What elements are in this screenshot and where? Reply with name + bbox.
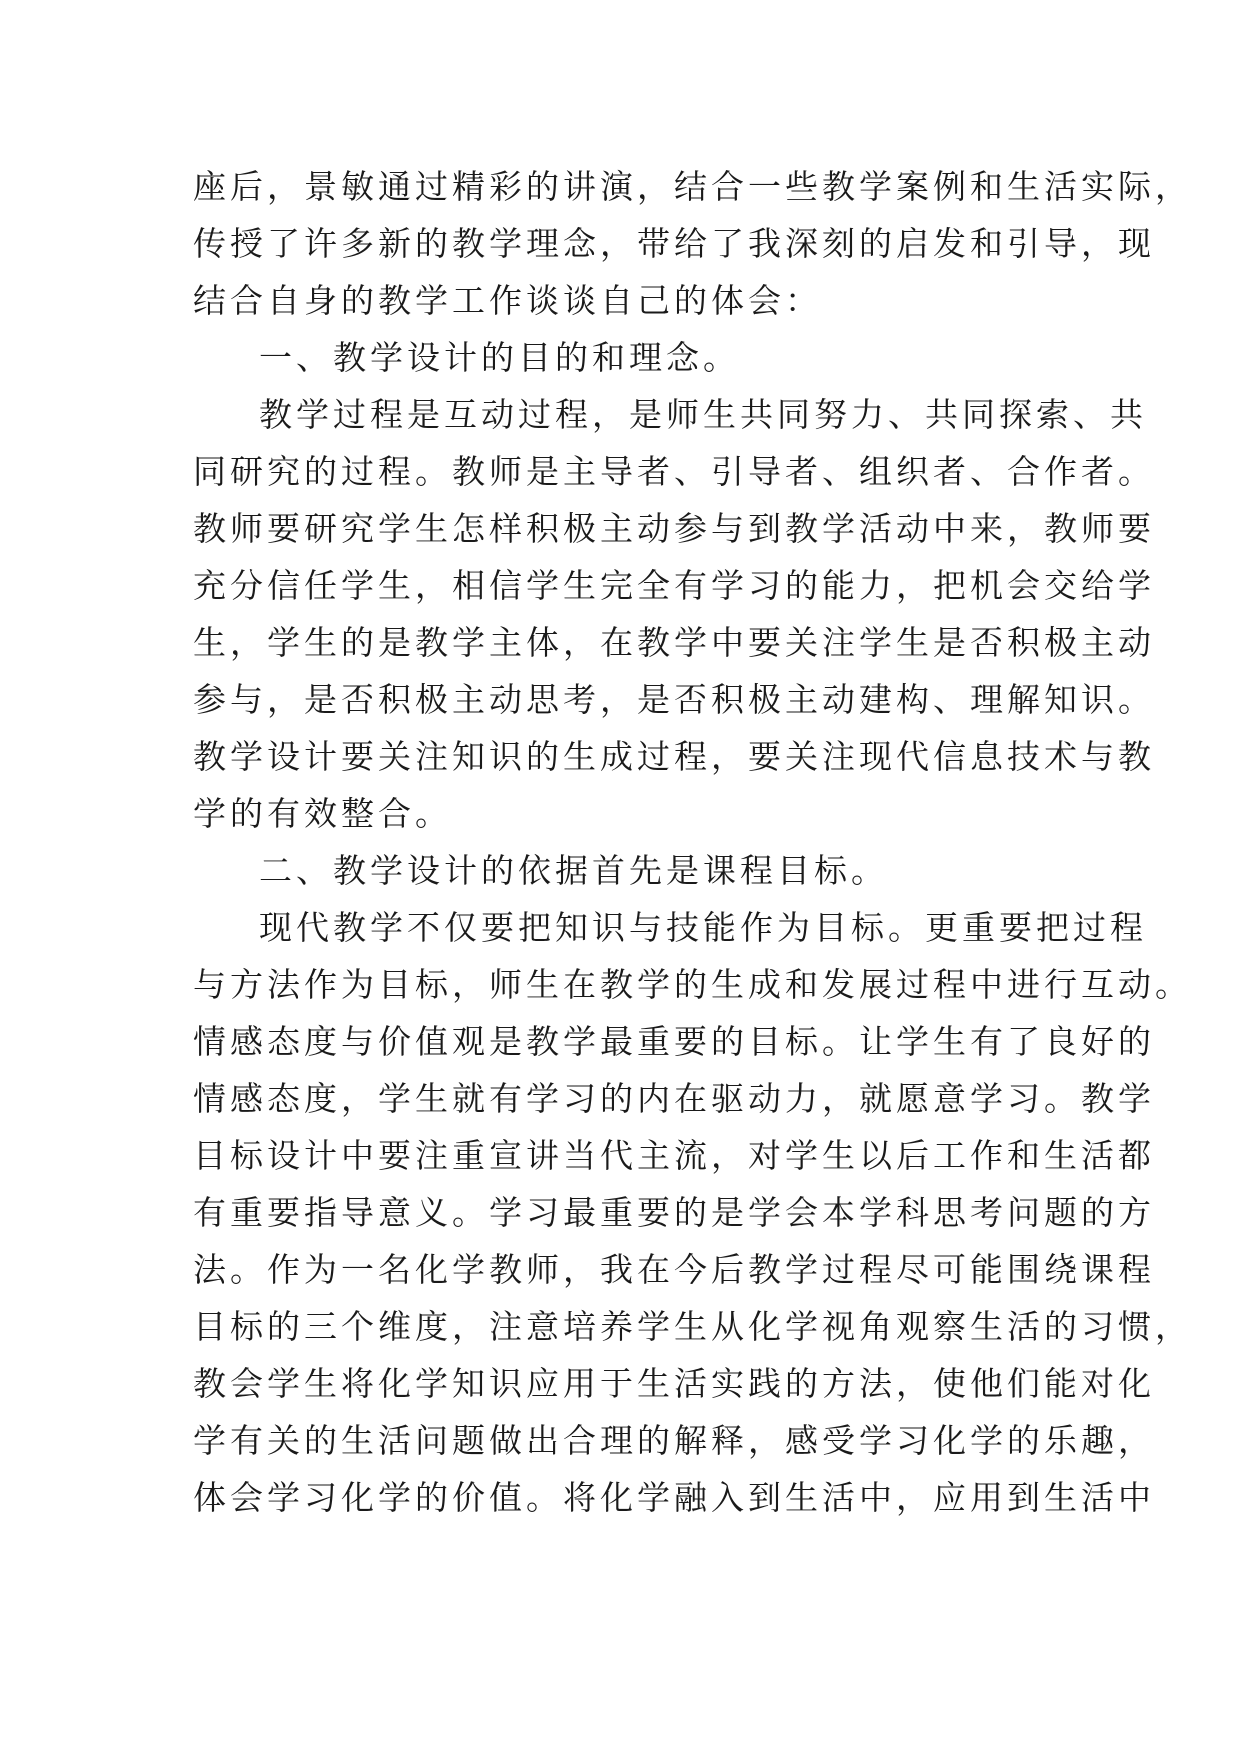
text-line: 座后，景敏通过精彩的讲演，结合一些教学案例和生活实际，: [193, 167, 1192, 206]
text-line: 二、教学设计的依据首先是课程目标。: [259, 851, 888, 890]
text-line: 与方法作为目标，师生在教学的生成和发展过程中进行互动。: [193, 965, 1192, 1004]
text-line: 同研究的过程。教师是主导者、引导者、组织者、合作者。: [193, 452, 1155, 491]
text-line: 参与，是否积极主动思考，是否积极主动建构、理解知识。: [193, 680, 1155, 719]
text-line: 现代教学不仅要把知识与技能作为目标。更重要把过程: [259, 908, 1147, 947]
text-line: 教会学生将化学知识应用于生活实践的方法，使他们能对化: [193, 1364, 1155, 1403]
text-line: 教学设计要关注知识的生成过程，要关注现代信息技术与教: [193, 737, 1155, 776]
text-line: 学的有效整合。: [193, 794, 452, 833]
text-line: 情感态度与价值观是教学最重要的目标。让学生有了良好的: [193, 1022, 1155, 1061]
text-line: 教师要研究学生怎样积极主动参与到教学活动中来，教师要: [193, 509, 1155, 548]
text-line: 目标的三个维度，注意培养学生从化学视角观察生活的习惯，: [193, 1307, 1192, 1346]
text-line: 法。作为一名化学教师，我在今后教学过程尽可能围绕课程: [193, 1250, 1155, 1289]
text-line: 学有关的生活问题做出合理的解释，感受学习化学的乐趣，: [193, 1421, 1155, 1460]
text-line: 结合自身的教学工作谈谈自己的体会：: [193, 281, 822, 320]
text-line: 教学过程是互动过程，是师生共同努力、共同探索、共: [259, 395, 1147, 434]
text-line: 体会学习化学的价值。将化学融入到生活中，应用到生活中: [193, 1478, 1155, 1517]
text-line: 传授了许多新的教学理念，带给了我深刻的启发和引导，现: [193, 224, 1155, 263]
text-line: 目标设计中要注重宣讲当代主流，对学生以后工作和生活都: [193, 1136, 1155, 1175]
text-line: 情感态度，学生就有学习的内在驱动力，就愿意学习。教学: [193, 1079, 1155, 1118]
text-line: 有重要指导意义。学习最重要的是学会本学科思考问题的方: [193, 1193, 1155, 1232]
text-line: 充分信任学生，相信学生完全有学习的能力，把机会交给学: [193, 566, 1155, 605]
text-line: 一、教学设计的目的和理念。: [259, 338, 740, 377]
text-line: 生，学生的是教学主体，在教学中要关注学生是否积极主动: [193, 623, 1155, 662]
document-body: [193, 158, 1192, 1526]
